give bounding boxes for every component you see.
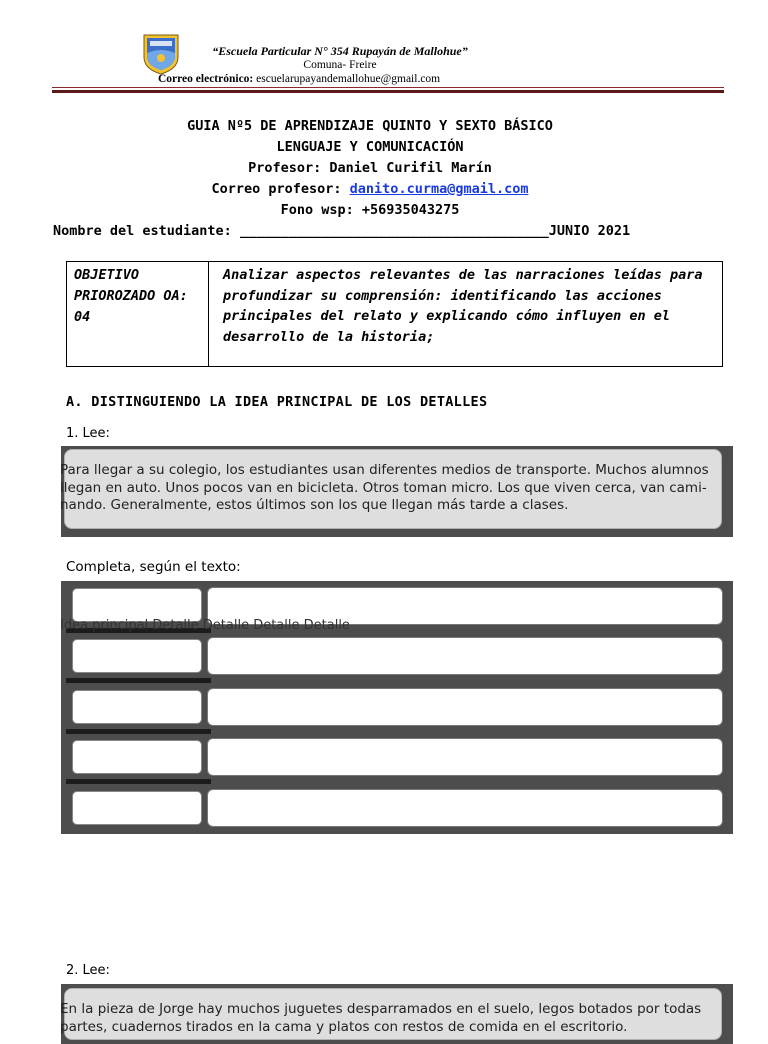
subject-title: LENGUAJE Y COMUNICACIÓN	[276, 139, 464, 155]
school-email-label: Correo electrónico:	[158, 73, 254, 85]
guide-date: JUNIO 2021	[548, 223, 631, 239]
objective-label: OBJETIVO PRIOROZADO OA: 04	[74, 267, 188, 325]
organizer-detail-label-box-2	[72, 690, 202, 724]
teacher-email-label: Correo profesor:	[211, 181, 350, 197]
school-name: “Escuela Particular N° 354 Rupayán de Mallohue”	[212, 44, 468, 58]
objective-text: Analizar aspectos relevantes de las narraciones leídas para profundizar su comprensión: identificando las acciones principales del relato y explicando cómo influyen en el desarrollo de la historia;	[223, 267, 703, 345]
teacher-email-link[interactable]: danito.curma@gmail.com	[349, 181, 529, 197]
organizer-detail-field-2[interactable]	[207, 688, 723, 726]
organizer-detail-field-4[interactable]	[207, 789, 723, 827]
organizer-separator	[66, 779, 211, 784]
student-name-blank[interactable]: ______________________________________	[239, 223, 549, 239]
teacher-email	[0, 181, 740, 197]
reading-1-text: Para llegar a su colegio, los estudiantes usan diferentes medios de transporte. Muchos alumnos llegan en auto. Unos pocos van en bicicleta. Otros toman micro. Los que viven cerca, van cami- nando. Generalmente, estos últimos son los que llegan más tarde a clases.	[60, 462, 709, 513]
school-commune: Comuna- Freire	[303, 59, 377, 71]
organizer-separator	[66, 678, 211, 683]
header-rule-thin	[52, 87, 724, 88]
organizer-detail-label-box-3	[72, 740, 202, 774]
school-email	[158, 73, 440, 85]
school-email-value: escuelarupayandemallohue@gmail.com	[253, 73, 441, 85]
organizer-detail-label-box-4	[72, 791, 202, 825]
student-name-label: Nombre del estudiante:	[53, 223, 240, 239]
reading-2-text: En la pieza de Jorge hay muchos juguetes desparramados en el suelo, legos botados por todas partes, cuadernos tirados en la cama y platos con restos de comida en el escritorio.	[60, 1001, 702, 1035]
student-name-line	[53, 223, 630, 239]
organizer-separator	[66, 729, 211, 734]
organizer-detail-label-box-1	[72, 639, 202, 673]
teacher-name: Profesor: Daniel Curifil Marín	[248, 160, 492, 176]
organizer-overlay-labels: Idea principal Detalle Detalle Detalle Detalle	[60, 618, 350, 633]
section-a-heading: A. DISTINGUIENDO LA IDEA PRINCIPAL DE LOS DETALLES	[66, 394, 488, 410]
objective-table-divider	[208, 261, 209, 367]
organizer-detail-field-3[interactable]	[207, 738, 723, 776]
organizer-detail-field-1[interactable]	[207, 637, 723, 675]
item-1-label: 1. Lee:	[66, 426, 110, 441]
header-rule-thick	[52, 90, 724, 93]
guide-title: GUIA Nº5 DE APRENDIZAJE QUINTO Y SEXTO BÁSICO	[187, 118, 553, 134]
teacher-phone: Fono wsp: +56935043275	[280, 202, 460, 218]
item-2-label: 2. Lee:	[66, 963, 110, 978]
complete-instruction: Completa, según el texto:	[66, 559, 241, 575]
